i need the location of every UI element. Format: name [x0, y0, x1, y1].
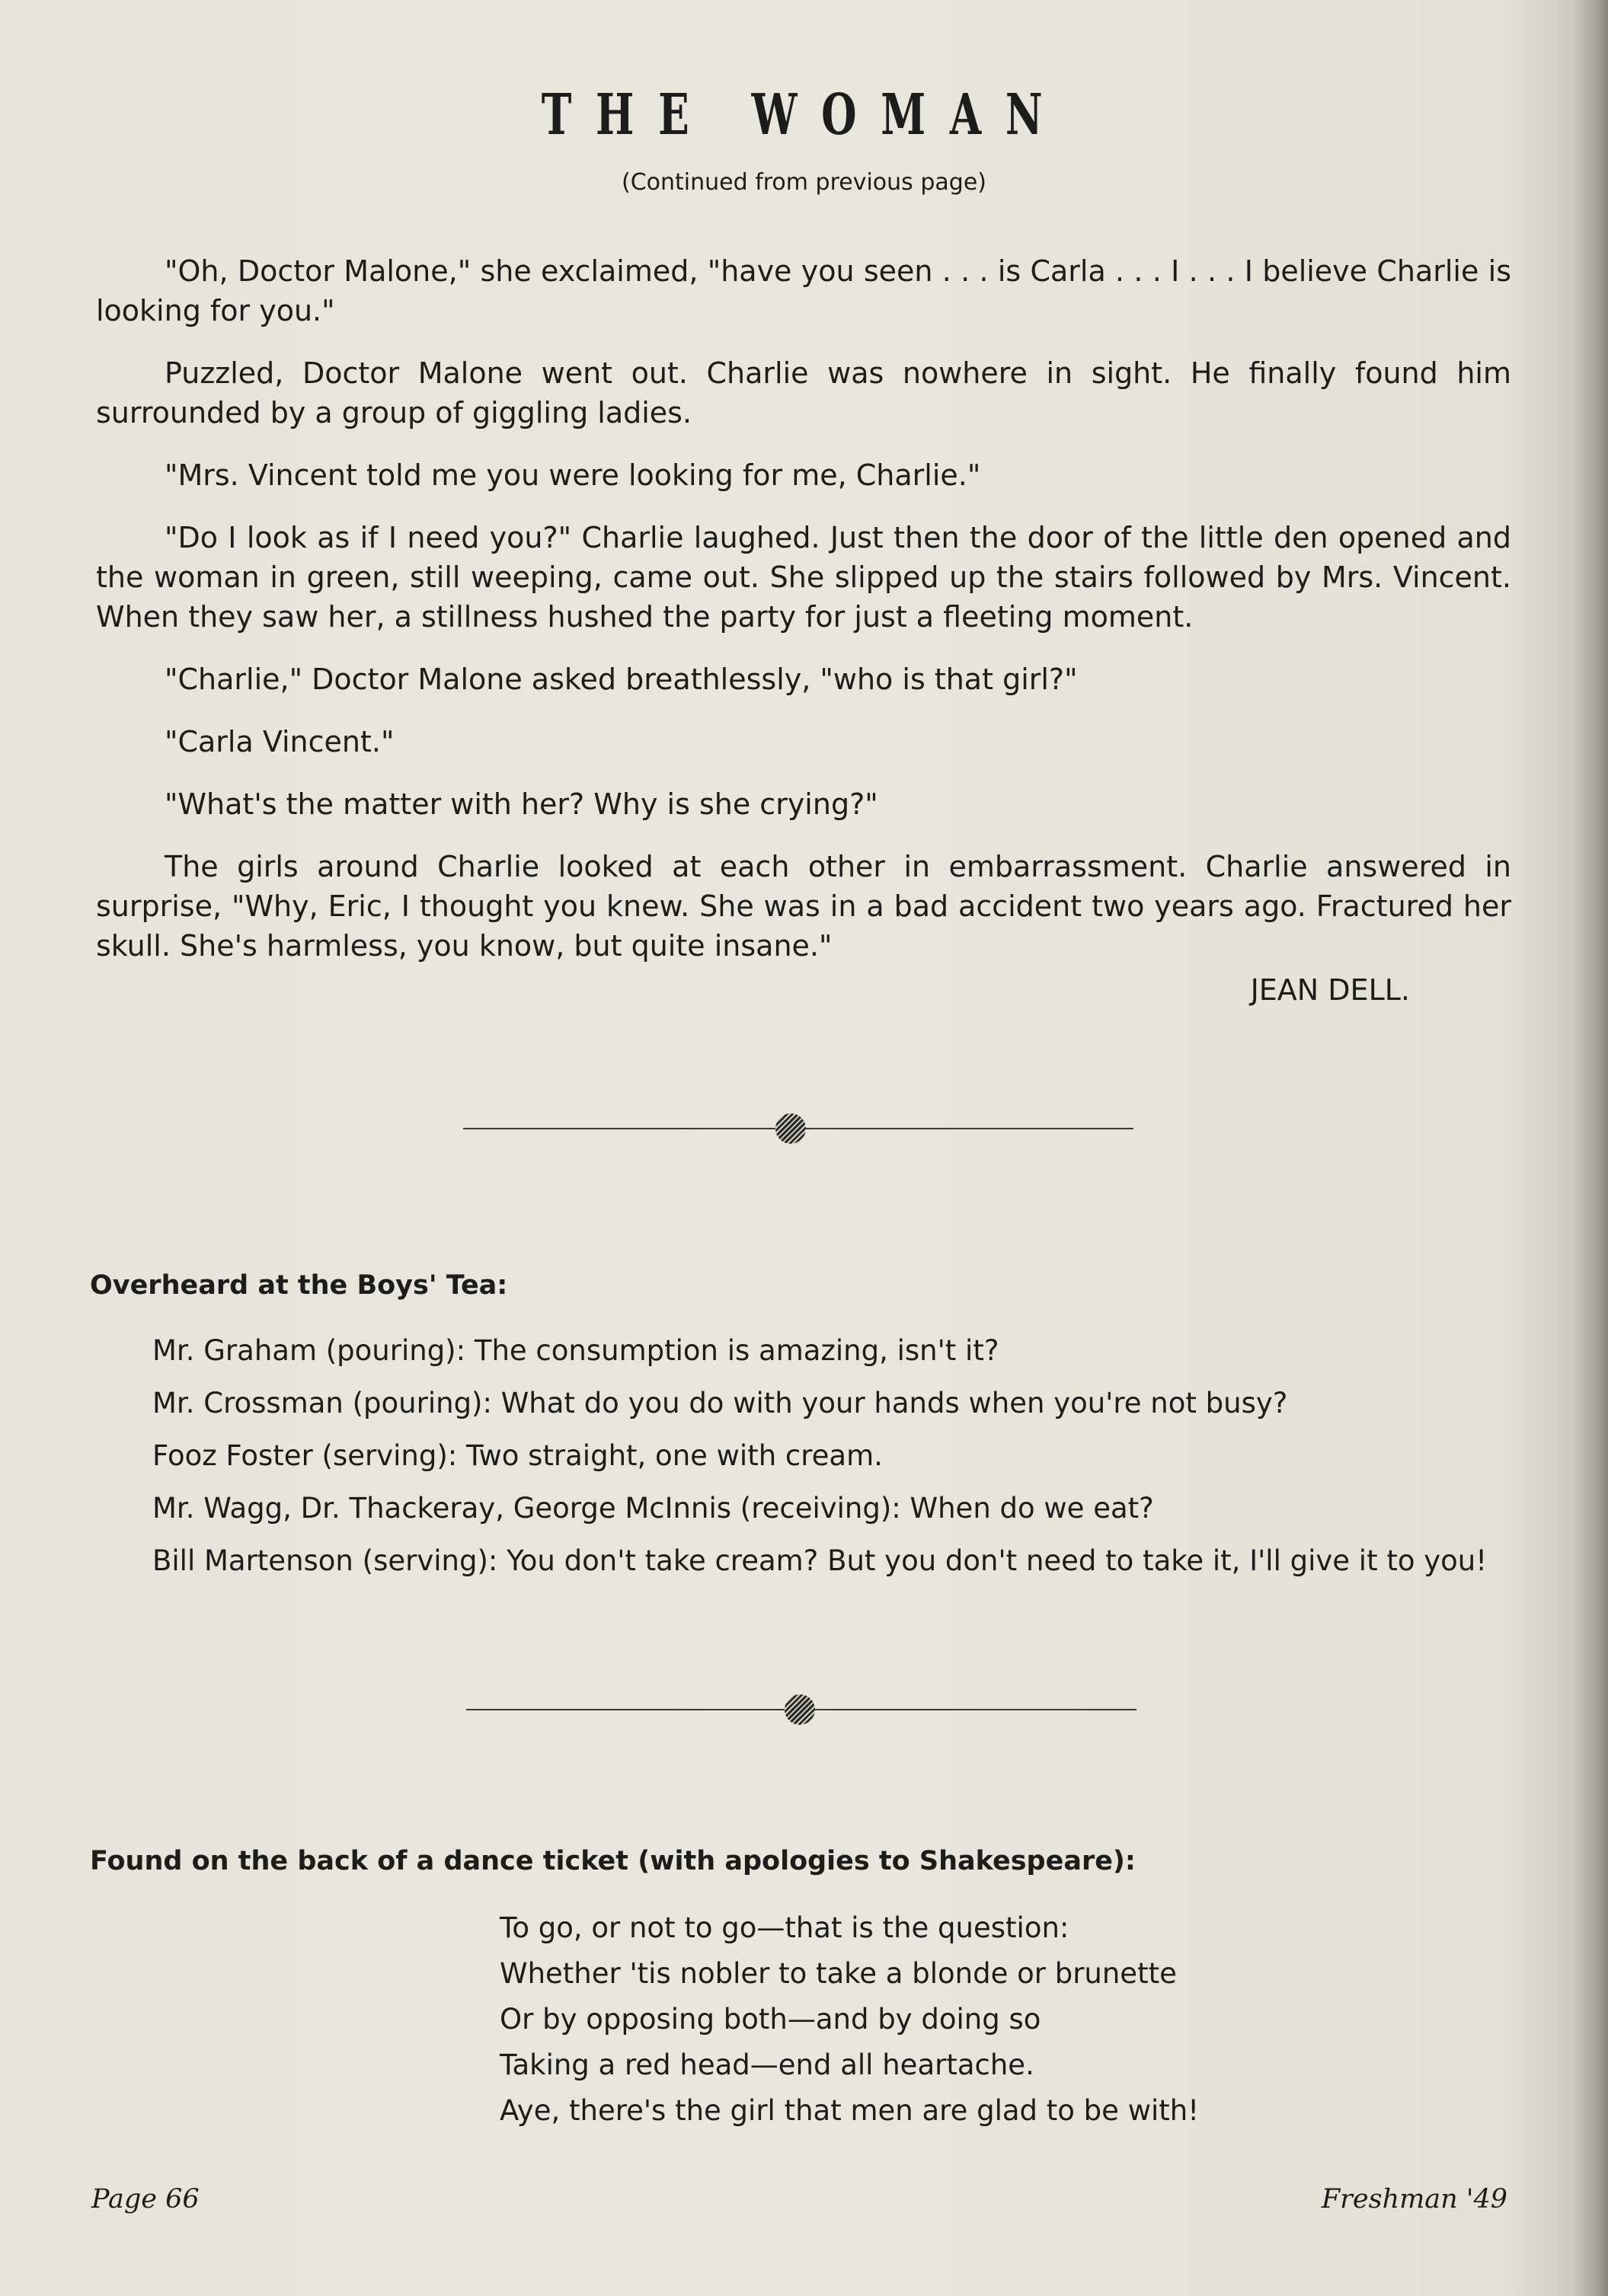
story-paragraph: "What's the matter with her? Why is she crying?"	[165, 787, 878, 821]
story-paragraph: "Mrs. Vincent told me you were looking for me, Charlie."	[165, 458, 981, 492]
overheard-list	[152, 1331, 1508, 1594]
overheard-heading: Overheard at the Boys' Tea:	[90, 1270, 508, 1301]
story-body	[96, 251, 1511, 988]
poem-line: Or by opposing both—and by doing so	[500, 2003, 1041, 2036]
story-paragraph: "Oh, Doctor Malone," she exclaimed, "have you seen . . . is Carla . . . I . . . I believe Charlie is looking for you."	[96, 254, 1511, 327]
poem-line: Taking a red head—end all heartache.	[500, 2049, 1034, 2081]
poem-line: To go, or not to go—that is the question:	[500, 1911, 1069, 1944]
story-author: JEAN DELL.	[1250, 973, 1410, 1007]
poem	[500, 1905, 1199, 2134]
poem-line: Whether 'tis nobler to take a blonde or brunette	[500, 1957, 1177, 1990]
story-paragraph: "Do I look as if I need you?" Charlie laughed. Just then the door of the little den opened and the woman in green, still weeping, came out. She slipped up the stairs followed by Mrs. Vincent. When they saw her, a stillness hushed the party for just a fleeting moment.	[96, 521, 1511, 634]
divider-ornament-icon	[775, 1113, 806, 1144]
story-subtitle: (Continued from previous page)	[622, 169, 986, 196]
overheard-line: Bill Martenson (serving): You don't take cream? But you don't need to take it, I'll give it to you!	[152, 1544, 1488, 1577]
poem-line: Aye, there's the girl that men are glad to be with!	[500, 2094, 1200, 2127]
divider-rule	[463, 1128, 775, 1129]
section-divider	[0, 1694, 1608, 1725]
ticket-heading: Found on the back of a dance ticket (with apologies to Shakespeare):	[90, 1846, 1136, 1876]
story-paragraph: "Charlie," Doctor Malone asked breathlessly, "who is that girl?"	[165, 663, 1078, 696]
divider-rule	[466, 1709, 785, 1710]
section-divider	[0, 1113, 1608, 1144]
story-paragraph: The girls around Charlie looked at each other in embarrassment. Charlie answered in surprise, "Why, Eric, I thought you knew. She was in a bad accident two years ago. Fractured her skull. She's harmless, you know, but quite insane."	[96, 850, 1511, 963]
story-paragraph: Puzzled, Doctor Malone went out. Charlie was nowhere in sight. He finally found him surrounded by a group of giggling ladies.	[96, 356, 1511, 430]
book-spine-shadow	[1574, 0, 1608, 2296]
divider-rule	[806, 1128, 1133, 1129]
overheard-line: Mr. Graham (pouring): The consumption is amazing, isn't it?	[152, 1334, 999, 1367]
divider-ornament-icon	[785, 1694, 815, 1725]
publication-name: Freshman '49	[1321, 2184, 1507, 2215]
overheard-line: Mr. Wagg, Dr. Thackeray, George McInnis (receiving): When do we eat?	[152, 1492, 1154, 1525]
story-title: THE WOMAN	[541, 82, 1067, 148]
overheard-line: Mr. Crossman (pouring): What do you do with your hands when you're not busy?	[152, 1387, 1288, 1419]
overheard-line: Fooz Foster (serving): Two straight, one with cream.	[152, 1439, 883, 1472]
page-number: Page 66	[91, 2184, 200, 2215]
divider-rule	[815, 1709, 1136, 1710]
story-paragraph: "Carla Vincent."	[165, 725, 395, 758]
